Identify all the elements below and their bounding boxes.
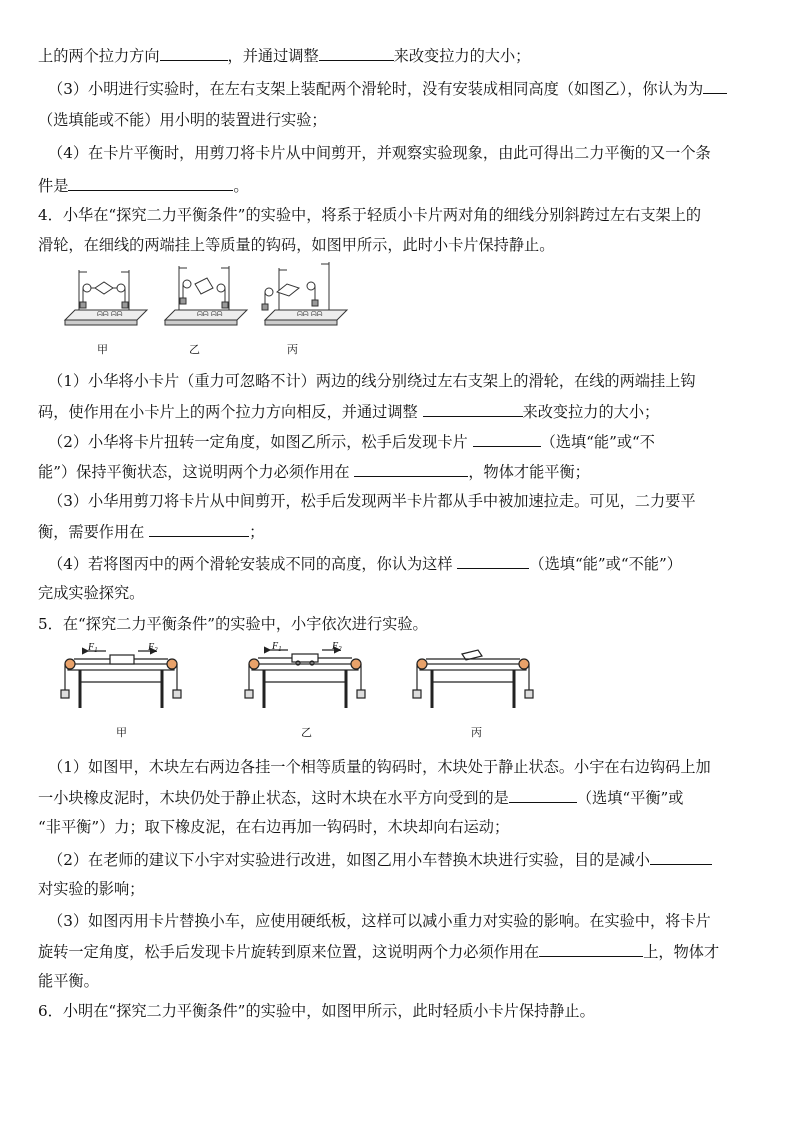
q4-part4-line1: （4）若将图丙中的两个滑轮安装成不同的高度，你认为这样 （选填“能”或“不能”） [48,555,682,573]
force-label-f2: $F_2$ [332,641,342,653]
q4-setup-a [65,270,147,325]
q4-part2-line2: 能”）保持平衡状态，这说明两个力必须作用在 ，物体才能平衡； [38,463,590,481]
answer-blank[interactable] [423,401,523,417]
q5-setup-b [245,650,365,708]
force-label-f1: $F_1$ [88,642,98,654]
q5-part1-line1: （1）如图甲，木块左右两边各挂一个相等质量的钩码时，木块处于静止状态。小宇在右边钩码上加 [48,758,711,776]
q4-part2-line1: （2）小华将卡片扭转一定角度，如图乙所示，松手后发现卡片 （选填“能”或“不 [48,433,655,451]
answer-blank[interactable] [160,45,228,61]
figure-caption-c: 丙 [471,726,482,739]
figure-caption-a: 甲 [97,343,108,356]
q5-part1-line3: “非平衡”）力；取下橡皮泥，在右边再加一钩码时，木块却向右运动； [38,818,510,836]
q5-figure [58,641,536,724]
q5-setup-c [413,650,533,708]
q3-part3-line2: （选填能或不能）用小明的装置进行实验； [38,111,327,129]
q4-part1-line2: 码，使作用在小卡片上的两个拉力方向相反，并通过调整 来改变拉力的大小； [38,403,660,421]
svg-text:ᗣᗣ ᗣᗣ: ᗣᗣ ᗣᗣ [297,310,323,318]
figure-caption-c: 丙 [287,343,298,356]
q4-setup-b [165,266,247,325]
q5-part3-line2: 旋转一定角度，松手后发现卡片旋转到原来位置，这说明两个力必须作用在 上，物体才 [38,943,720,961]
q4-stem-line2: 滑轮，在细线的两端挂上等质量的钩码，如图甲所示，此时小卡片保持静止。 [38,236,555,254]
q5-part2-line2: 对实验的影响； [38,880,145,898]
q5-part3-line3: 能平衡。 [38,972,99,990]
svg-text:ᗣᗣ ᗣᗣ: ᗣᗣ ᗣᗣ [197,310,223,318]
q3-part4-line2: 件是 。 [38,177,249,195]
q4-part4-line2: 完成实验探究。 [38,584,145,602]
q5-setup-a [61,651,181,708]
answer-blank[interactable] [149,521,249,537]
q3-part4-line1: （4）在卡片平衡时，用剪刀将卡片从中间剪开，并观察实验现象，由此可得出二力平衡的又一个条 [48,144,711,162]
figure-caption-b: 乙 [189,343,200,356]
q3-part3-line1: （3）小明进行实验时，在左右支架上装配两个滑轮时，没有安装成相同高度（如图乙），你认为为 [48,78,770,99]
answer-blank[interactable] [68,175,233,191]
figure-caption-a: 甲 [116,726,127,739]
q5-stem: 5．在“探究二力平衡条件”的实验中，小宇依次进行实验。 [38,615,428,633]
figure-caption-b: 乙 [301,726,312,739]
answer-blank[interactable] [473,431,541,447]
answer-blank[interactable] [703,78,727,94]
force-label-f1: $F_1$ [272,641,282,653]
q4-setup-c [262,262,347,325]
q4-stem-line1: 4．小华在“探究二力平衡条件”的实验中，将系于轻质小卡片两对角的细线分别斜跨过左右支架上的 [38,206,702,224]
q5-part3-line1: （3）如图丙用卡片替换小车，应使用硬纸板，这样可以减小重力对实验的影响。在实验中，将卡片 [48,912,711,930]
q5-part2-line1: （2）在老师的建议下小宇对实验进行改进，如图乙用小车替换木块进行实验，目的是减小 [48,849,770,870]
force-label-f2: $F_2$ [148,642,158,654]
answer-blank[interactable] [354,461,468,477]
answer-blank[interactable] [319,45,394,61]
q4-part1-line1: （1）小华将小卡片（重力可忽略不计）两边的线分别绕过左右支架上的滑轮，在线的两端挂上钩 [48,372,696,390]
answer-blank[interactable] [509,787,577,803]
q5-part1-line2: 一小块橡皮泥时，木块仍处于静止状态，这时木块在水平方向受到的是 （选填“平衡”或 [38,789,684,807]
svg-text:ᗣᗣ ᗣᗣ: ᗣᗣ ᗣᗣ [97,310,123,318]
answer-blank[interactable] [650,849,712,865]
q4-part3-line1: （3）小华用剪刀将卡片从中间剪开，松手后发现两半卡片都从手中被加速拉走。可见，二力要平 [48,492,696,510]
q4-part3-line2: 衡，需要作用在 ； [38,523,265,541]
q3-line1: 上的两个拉力方向 ，并通过调整 来改变拉力的大小； [38,47,531,65]
q6-stem: 6．小明在“探究二力平衡条件”的实验中，如图甲所示，此时轻质小卡片保持静止。 [38,1002,595,1020]
answer-blank[interactable] [457,553,529,569]
q4-figure [55,258,345,338]
answer-blank[interactable] [539,941,643,957]
